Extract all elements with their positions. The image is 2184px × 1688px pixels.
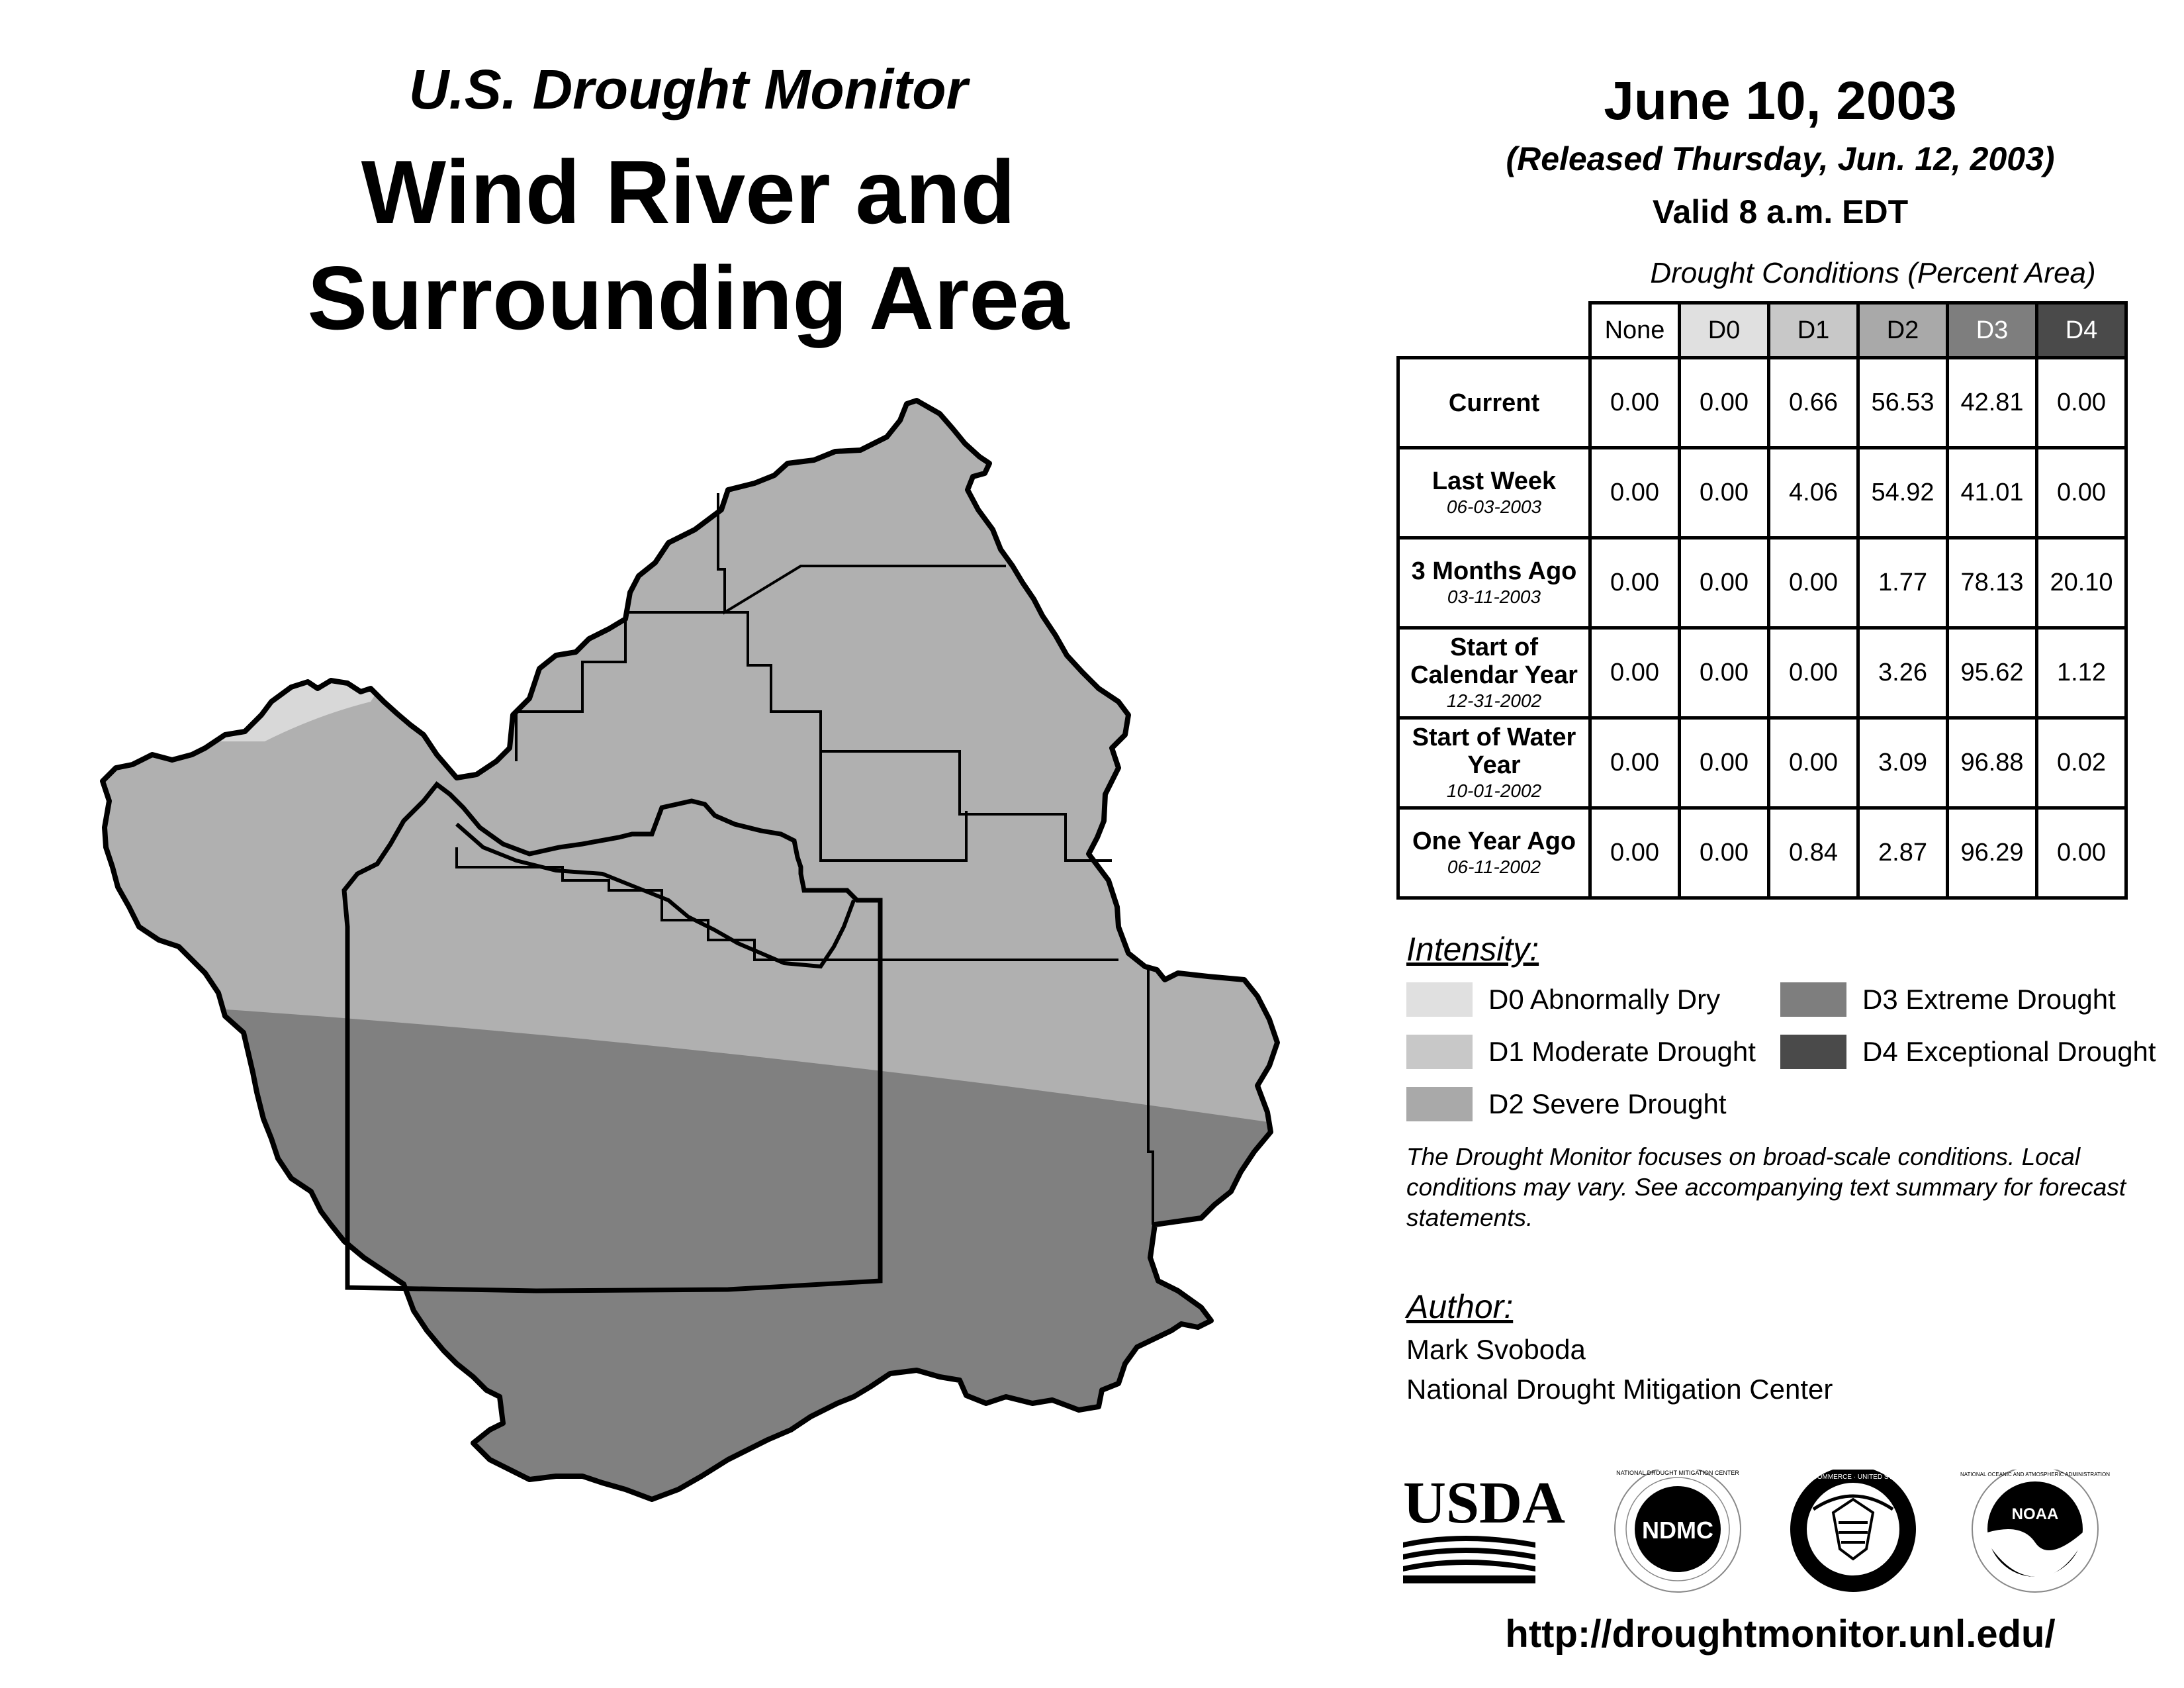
cell-d3: 96.29	[1948, 808, 2037, 898]
drought-conditions-table	[1396, 301, 2128, 900]
cell-d1: 0.00	[1769, 628, 1858, 718]
row-label	[1398, 358, 1590, 448]
cell-none: 0.00	[1590, 718, 1680, 808]
cell-d3: 41.01	[1948, 448, 2037, 538]
legend-item-d0	[1406, 982, 1720, 1017]
legend-item-d3	[1780, 982, 2116, 1017]
cell-d0: 0.00	[1680, 628, 1769, 718]
cell-d3: 95.62	[1948, 628, 2037, 718]
cell-none: 0.00	[1590, 808, 1680, 898]
row-label	[1398, 628, 1590, 718]
legend-label-d3: D3 Extreme Drought	[1862, 984, 2116, 1015]
ndmc-logo	[1615, 1470, 1741, 1592]
map-date: June 10, 2003	[1604, 71, 1957, 131]
noaa-ring-text: NATIONAL OCEANIC AND ATMOSPHERIC ADMINISTRATION	[1960, 1472, 2110, 1477]
cell-d2: 54.92	[1858, 448, 1948, 538]
table-row	[1398, 718, 2126, 808]
cell-d1: 4.06	[1769, 448, 1858, 538]
legend-swatch-d4	[1780, 1035, 1846, 1069]
author-name: Mark Svoboda	[1406, 1334, 1586, 1365]
row-date: 12-31-2002	[1446, 690, 1542, 711]
usda-logo-text: USDA	[1403, 1470, 1566, 1536]
noaa-logo-text: NOAA	[2011, 1505, 2059, 1523]
cell-d2: 2.87	[1858, 808, 1948, 898]
cell-none: 0.00	[1590, 628, 1680, 718]
cell-d0: 0.00	[1680, 808, 1769, 898]
cell-d1: 0.00	[1769, 538, 1858, 628]
date-block	[1390, 66, 2171, 242]
table-row	[1398, 808, 2126, 898]
legend-title: Intensity:	[1406, 931, 1539, 968]
cell-d4: 0.02	[2037, 718, 2126, 808]
table-body	[1398, 358, 2126, 898]
cell-d3: 42.81	[1948, 358, 2037, 448]
cell-d2: 3.26	[1858, 628, 1948, 718]
cell-d4: 0.00	[2037, 358, 2126, 448]
cell-d4: 0.00	[2037, 448, 2126, 538]
row-label-text: Current	[1448, 389, 1540, 417]
cell-d3: 78.13	[1948, 538, 2037, 628]
cell-d0: 0.00	[1680, 538, 1769, 628]
valid-time: Valid 8 a.m. EDT	[1652, 193, 1909, 230]
row-label	[1398, 448, 1590, 538]
author-organization: National Drought Mitigation Center	[1406, 1374, 1833, 1405]
legend-item-d1	[1406, 1035, 1756, 1069]
ndmc-logo-text: NDMC	[1642, 1517, 1713, 1544]
column-header-d0: D0	[1680, 303, 1769, 358]
cell-d4: 1.12	[2037, 628, 2126, 718]
legend-item-d4	[1780, 1035, 2156, 1069]
column-header-d4: D4	[2037, 303, 2126, 358]
legend-label-d1: D1 Moderate Drought	[1488, 1036, 1756, 1067]
row-label-text: Start of Water Year	[1412, 723, 1576, 779]
row-label-text: Last Week	[1432, 467, 1557, 495]
cell-none: 0.00	[1590, 538, 1680, 628]
cell-d2: 56.53	[1858, 358, 1948, 448]
disclaimer-note: The Drought Monitor focuses on broad-scale conditions. Local conditions may vary. See accompanying text summary for forecast statements.	[1406, 1143, 2126, 1231]
row-date: 03-11-2003	[1447, 586, 1541, 607]
column-header-d1: D1	[1769, 303, 1858, 358]
legend-swatch-d2	[1406, 1087, 1473, 1121]
cell-d2: 1.77	[1858, 538, 1948, 628]
legend-label-d0: D0 Abnormally Dry	[1488, 984, 1721, 1015]
cell-d1: 0.84	[1769, 808, 1858, 898]
legend-swatch-d3	[1780, 982, 1846, 1017]
conditions-table-wrapper	[1396, 301, 2128, 900]
legend-swatch-d0	[1406, 982, 1473, 1017]
legend-swatch-d1	[1406, 1035, 1473, 1069]
cell-d4: 20.10	[2037, 538, 2126, 628]
row-label-text: Start of Calendar Year	[1410, 633, 1578, 689]
usda-logo	[1403, 1470, 1565, 1583]
ndmc-ring-text: NATIONAL DROUGHT MITIGATION CENTER	[1616, 1470, 1739, 1476]
cell-none: 0.00	[1590, 358, 1680, 448]
column-header-d3: D3	[1948, 303, 2037, 358]
row-date: 10-01-2002	[1446, 780, 1542, 801]
row-label-text: One Year Ago	[1412, 827, 1576, 855]
logo-strip	[1403, 1470, 2124, 1602]
region-title-line1: Wind River and	[361, 142, 1016, 242]
row-label	[1398, 718, 1590, 808]
table-row	[1398, 358, 2126, 448]
cell-d0: 0.00	[1680, 718, 1769, 808]
department-of-commerce-seal	[1754, 1470, 1952, 1592]
row-label	[1398, 808, 1590, 898]
row-date: 06-11-2002	[1447, 856, 1541, 877]
website-url[interactable]: http://droughtmonitor.unl.edu/	[1505, 1613, 2056, 1656]
cell-none: 0.00	[1590, 448, 1680, 538]
region-title-line2: Surrounding Area	[307, 248, 1069, 348]
author-title: Author:	[1406, 1288, 1514, 1325]
table-row	[1398, 538, 2126, 628]
cell-d2: 3.09	[1858, 718, 1948, 808]
row-label	[1398, 538, 1590, 628]
table-row	[1398, 448, 2126, 538]
release-date: (Released Thursday, Jun. 12, 2003)	[1506, 140, 2055, 177]
legend-label-d4: D4 Exceptional Drought	[1862, 1036, 2156, 1067]
table-caption: Drought Conditions (Percent Area)	[1650, 257, 2096, 289]
cell-d1: 0.00	[1769, 718, 1858, 808]
row-date: 06-03-2003	[1446, 496, 1542, 517]
row-label-text: 3 Months Ago	[1411, 557, 1577, 585]
noaa-logo	[1960, 1470, 2110, 1592]
product-title: U.S. Drought Monitor	[408, 58, 968, 120]
cell-d0: 0.00	[1680, 448, 1769, 538]
doc-ring-text: DEPARTMENT OF COMMERCE · UNITED STATES OF AMERICA	[1754, 1474, 1952, 1481]
table-header-row	[1398, 303, 2126, 358]
cell-d0: 0.00	[1680, 358, 1769, 448]
legend-item-d2	[1406, 1087, 1727, 1121]
cell-d3: 96.88	[1948, 718, 2037, 808]
legend-label-d2: D2 Severe Drought	[1488, 1088, 1727, 1119]
table-row	[1398, 628, 2126, 718]
cell-d1: 0.66	[1769, 358, 1858, 448]
cell-d4: 0.00	[2037, 808, 2126, 898]
column-header-none: None	[1590, 303, 1680, 358]
column-header-d2: D2	[1858, 303, 1948, 358]
table-corner-cell	[1398, 303, 1590, 358]
